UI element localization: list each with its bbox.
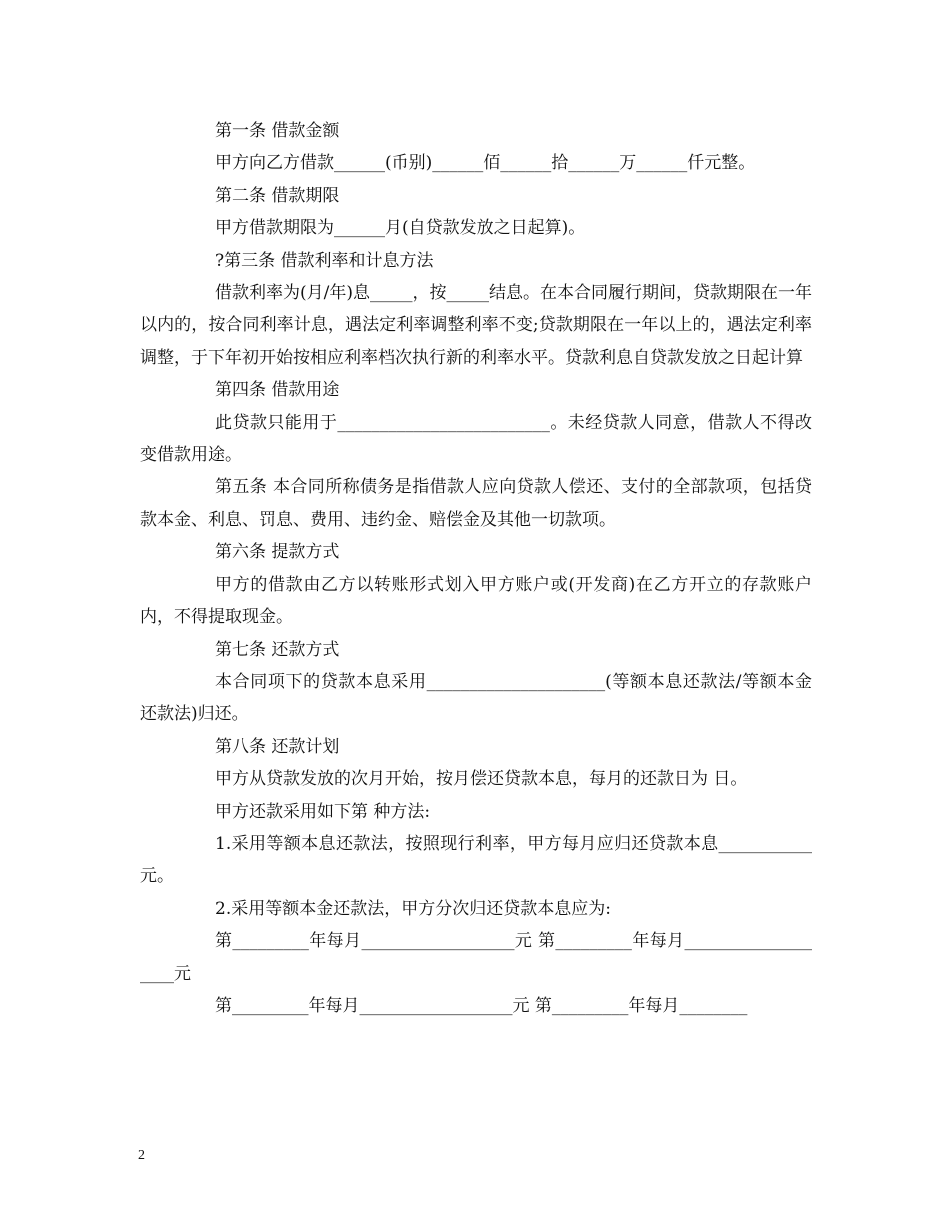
article-6-text: 甲方的借款由乙方以转账形式划入甲方账户或(开发商)在乙方开立的存款账户内，不得提取现金。 (140, 574, 812, 628)
article-8-heading: 第八条 还款计划 (215, 736, 340, 757)
article-4-heading: 第四条 借款用途 (215, 380, 340, 401)
article-7-text: 本合同项下的贷款本息采用_____________________(等额本息还款法/等额本金还款法)归还。 (140, 671, 812, 725)
page-number: 2 (138, 1148, 145, 1163)
document-body (140, 115, 812, 1022)
article-8-text: 甲方从贷款发放的次月开始，按月偿还贷款本息，每月的还款日为 日。 (215, 769, 748, 790)
article-3-heading: ?第三条 借款利率和计息方法 (215, 250, 434, 271)
repayment-schedule-row: 第_________年每月__________________元 第_________年每月________ (215, 995, 748, 1016)
repayment-option-1: 1.采用等额本息还款法，按照现行利率，甲方每月应归还贷款本息___________元。 (140, 833, 812, 887)
repayment-schedule-row: 第_________年每月__________________元 第_________年每月___________________元 (140, 931, 812, 984)
article-5-text: 第五条 本合同所称债务是指借款人应向贷款人偿还、支付的全部款项，包括贷款本金、利息、罚息、费用、违约金、赔偿金及其他一切款项。 (140, 477, 812, 530)
article-6-heading: 第六条 提款方式 (215, 542, 340, 563)
article-2-text: 甲方借款期限为______月(自贷款发放之日起算)。 (215, 218, 586, 239)
article-4-text: 此贷款只能用于_________________________。未经贷款人同意，借款人不得改变借款用途。 (140, 412, 812, 466)
article-7-heading: 第七条 还款方式 (215, 639, 340, 660)
article-2-heading: 第二条 借款期限 (215, 185, 340, 206)
repayment-option-2: 2.采用等额本金还款法，甲方分次归还贷款本息应为: (215, 898, 611, 919)
repayment-method-choice: 甲方还款采用如下第 种方法: (215, 801, 431, 822)
article-1-heading: 第一条 借款金额 (215, 121, 340, 141)
article-1-text: 甲方向乙方借款______(币别)______佰______拾______万______仟元整。 (215, 153, 756, 174)
article-3-text: 借款利率为(月/年)息_____，按_____结息。在本合同履行期间，贷款期限在一年以内的，按合同利率计息，遇法定利率调整利率不变;贷款期限在一年以上的，遇法定利率调整，于下年初开始按相应利率档次执行新的利率水平。贷款利息自贷款发放之日起计算 (140, 283, 812, 368)
